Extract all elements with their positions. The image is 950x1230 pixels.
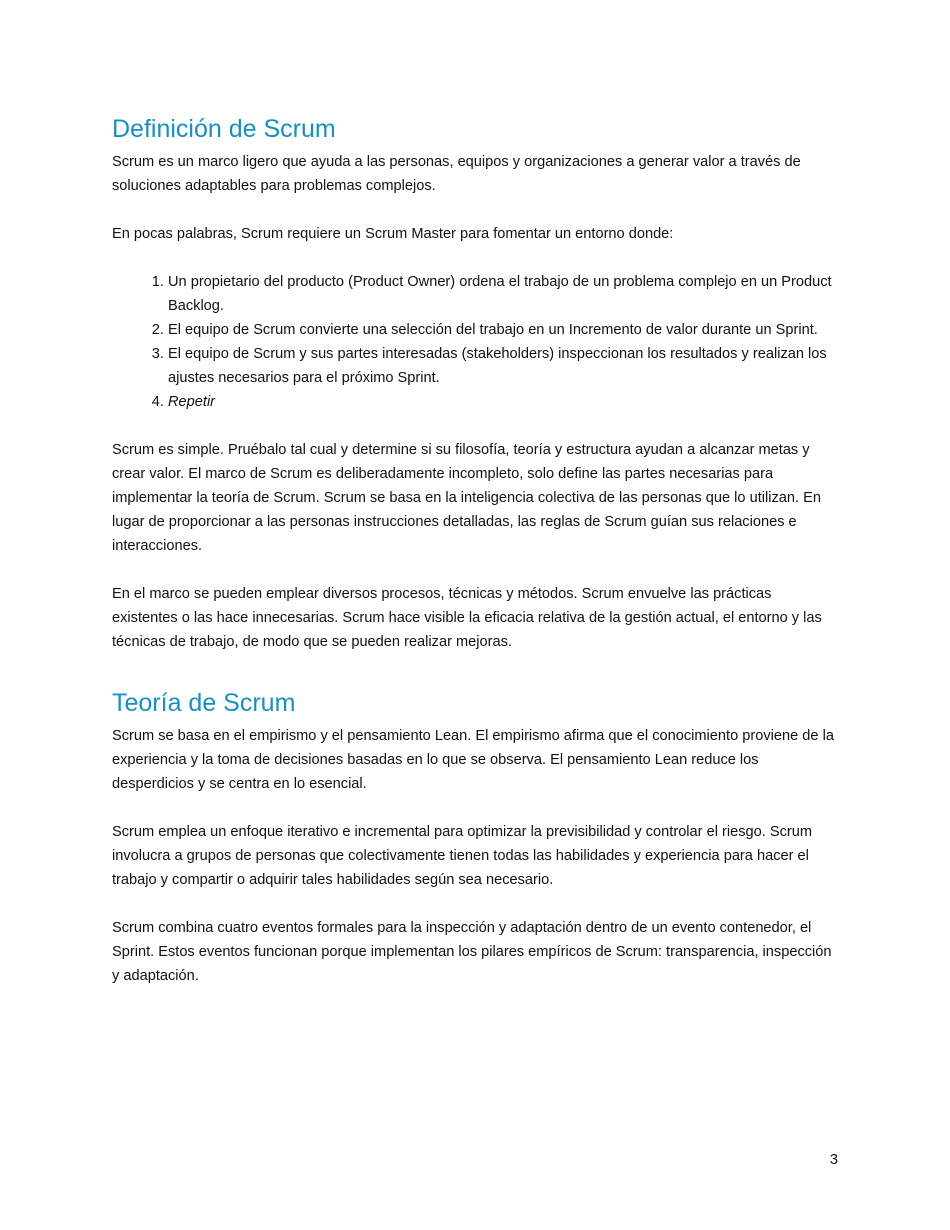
list-item: 3. El equipo de Scrum y sus partes interesadas (stakeholders) inspeccionan los resultados y realizan los ajustes necesarios para el próximo Sprint. xyxy=(168,342,840,390)
numbered-list xyxy=(112,270,840,414)
page-number: 3 xyxy=(829,1152,838,1168)
section-title-teoria: Teoría de Scrum xyxy=(112,689,296,717)
paragraph: Scrum combina cuatro eventos formales para la inspección y adaptación dentro de un evento contenedor, el Sprint. Estos eventos funcionan porque implementan los pilares empíricos de Scrum: transparencia, inspección y adaptación. xyxy=(112,920,832,984)
paragraph: Scrum es un marco ligero que ayuda a las personas, equipos y organizaciones a generar valor a través de soluciones adaptables para problemas complejos. xyxy=(112,154,801,194)
paragraph: Scrum es simple. Pruébalo tal cual y determine si su filosofía, teoría y estructura ayudan a alcanzar metas y crear valor. El marco de Scrum es deliberadamente incompleto, solo define las partes necesarias para implementar la teoría de Scrum. Scrum se basa en la inteligencia colectiva de las personas que lo utilizan. En lugar de proporcionar a las personas instrucciones detalladas, las reglas de Scrum guían sus relaciones e interacciones. xyxy=(112,442,821,554)
list-item: 2. El equipo de Scrum convierte una selección del trabajo en un Incremento de valor durante un Sprint. xyxy=(168,318,840,342)
paragraph: En el marco se pueden emplear diversos procesos, técnicas y métodos. Scrum envuelve las prácticas existentes o las hace innecesarias. Scrum hace visible la eficacia relativa de la gestión actual, el entorno y las técnicas de trabajo, de modo que se pueden realizar mejoras. xyxy=(112,586,822,650)
list-item-italic-text: Repetir xyxy=(168,394,216,410)
paragraph: En pocas palabras, Scrum requiere un Scrum Master para fomentar un entorno donde: xyxy=(112,226,674,242)
paragraph: Scrum se basa en el empirismo y el pensamiento Lean. El empirismo afirma que el conocimiento proviene de la experiencia y la toma de decisiones basadas en lo que se observa. El pensamiento Lean reduce los desperdicios y se centra en lo esencial. xyxy=(112,728,834,792)
list-item xyxy=(168,390,840,414)
paragraph: Scrum emplea un enfoque iterativo e incremental para optimizar la previsibilidad y controlar el riesgo. Scrum involucra a grupos de personas que colectivamente tienen todas las habilidades y experiencia para hacer el trabajo y compartir o adquirir tales habilidades según sea necesario. xyxy=(112,824,813,888)
document-page xyxy=(112,112,840,1012)
list-item: 1. Un propietario del producto (Product Owner) ordena el trabajo de un problema complejo en un Product Backlog. xyxy=(168,270,840,318)
section-title-definicion: Definición de Scrum xyxy=(112,115,336,143)
